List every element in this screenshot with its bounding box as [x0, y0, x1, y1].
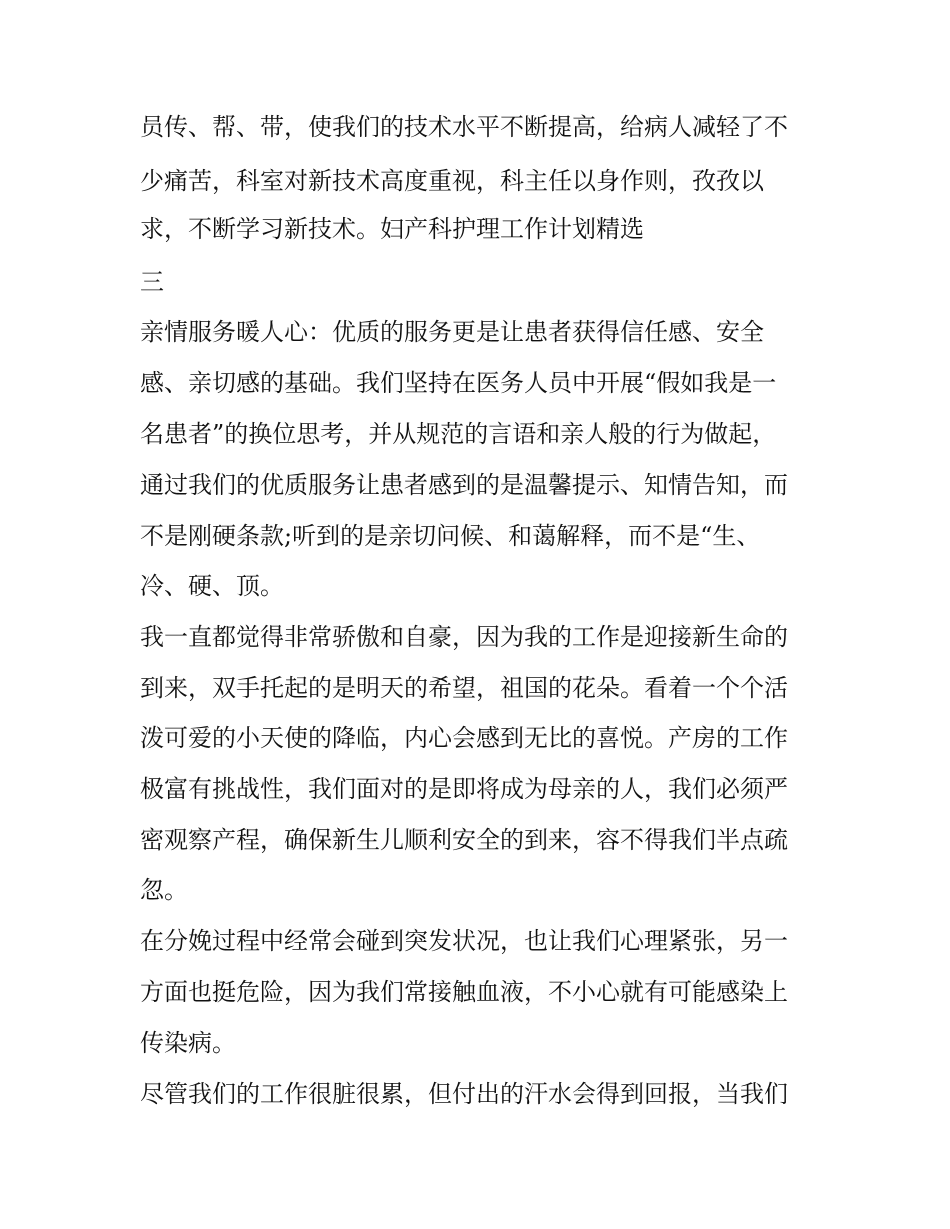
text-line: 少痛苦，科室对新技术高度重视，科主任以身作则，孜孜以	[140, 167, 764, 195]
text-line: 方面也挺危险，因为我们常接触血液，不小心就有可能感染上	[140, 978, 788, 1006]
text-line: 我一直都觉得非常骄傲和自豪，因为我的工作是迎接新生命的	[140, 623, 788, 651]
text-line: 三	[140, 268, 164, 296]
text-line: 极富有挑战性，我们面对的是即将成为母亲的人，我们必须严	[140, 775, 788, 803]
text-line: 感、亲切感的基础。我们坚持在医务人员中开展“假如我是一	[140, 369, 777, 397]
text-line: 在分娩过程中经常会碰到突发状况，也让我们心理紧张，另一	[140, 927, 788, 955]
text-line: 名患者”的换位思考，并从规范的言语和亲人般的行为做起，	[140, 420, 777, 448]
text-line: 密观察产程，确保新生儿顺利安全的到来，容不得我们半点疏	[140, 826, 788, 854]
text-line: 尽管我们的工作很脏很累，但付出的汗水会得到回报，当我们	[140, 1080, 788, 1108]
text-line: 通过我们的优质服务让患者感到的是温馨提示、知情告知，而	[140, 471, 788, 499]
text-line: 忽。	[140, 876, 188, 904]
text-line: 求，不断学习新技术。妇产科护理工作计划精选	[140, 215, 644, 243]
text-line: 传染病。	[140, 1029, 236, 1057]
text-line: 不是刚硬条款;听到的是亲切问候、和蔼解释，而不是“生、	[140, 522, 761, 550]
text-line: 员传、帮、带，使我们的技术水平不断提高，给病人减轻了不	[140, 113, 788, 141]
text-line: 到来，双手托起的是明天的希望，祖国的花朵。看着一个个活	[140, 674, 788, 702]
text-line: 亲情服务暖人心：优质的服务更是让患者获得信任感、安全	[140, 318, 764, 346]
text-line: 冷、硬、顶。	[140, 572, 284, 600]
text-line: 泼可爱的小天使的降临，内心会感到无比的喜悦。产房的工作	[140, 724, 788, 752]
